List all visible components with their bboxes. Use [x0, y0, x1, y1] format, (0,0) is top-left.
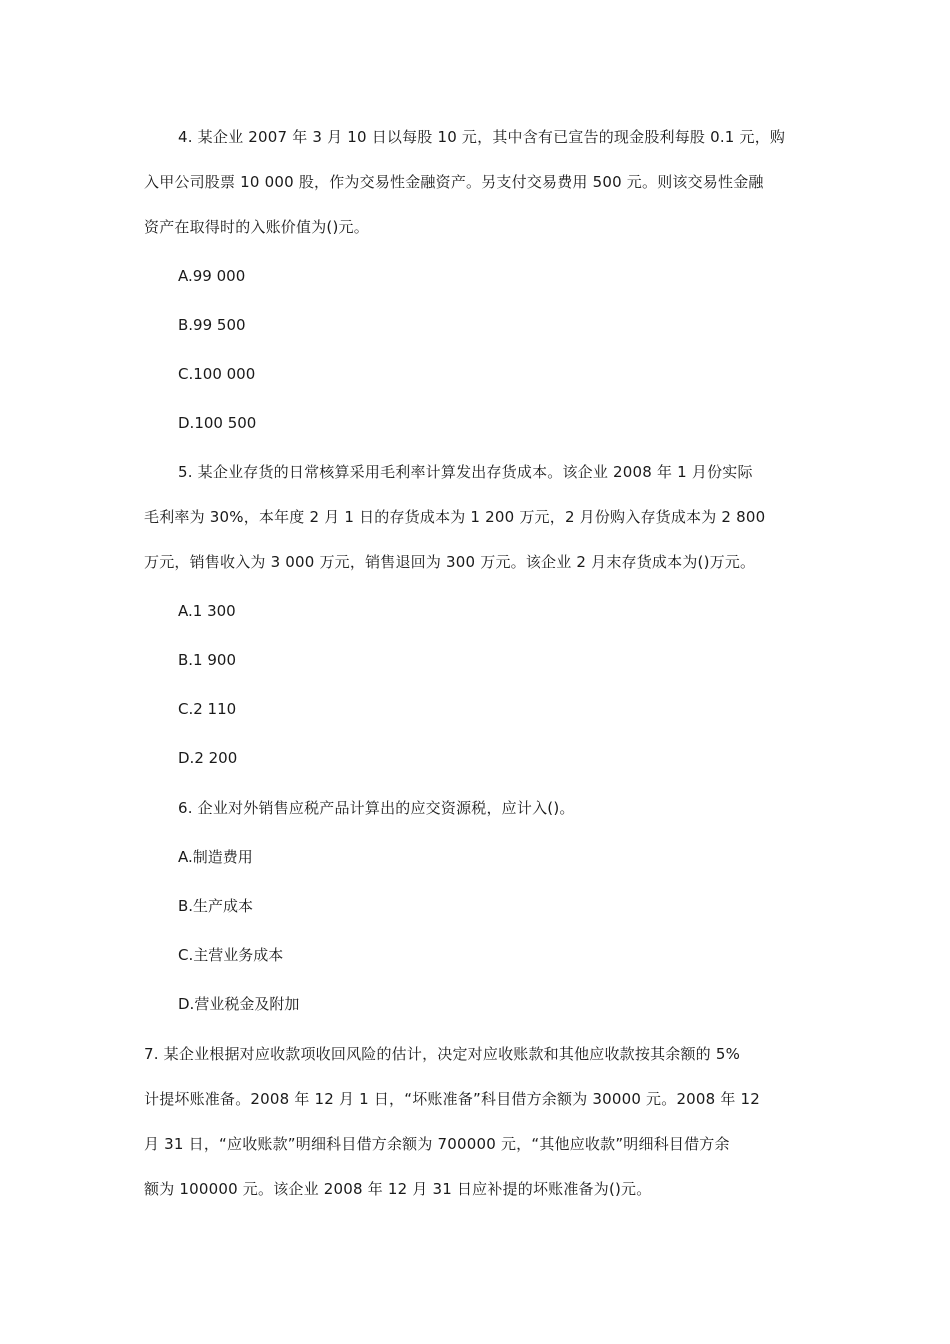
question-4-option-b: B.99 500 — [178, 316, 246, 334]
question-6-option-d: D.营业税金及附加 — [178, 995, 300, 1013]
question-line: 计提坏账准备。2008 年 12 月 1 日，“坏账准备”科目借方余额为 30000 元。2008 年 12 — [144, 1090, 761, 1108]
question-line: 资产在取得时的入账价值为()元。 — [144, 218, 369, 236]
question-line: 万元，销售收入为 3 000 万元，销售退回为 300 万元。该企业 2 月末存货成本为()万元。 — [144, 553, 756, 571]
question-6-option-a: A.制造费用 — [178, 848, 253, 866]
question-5-option-a: A.1 300 — [178, 602, 236, 620]
question-6-option-b: B.生产成本 — [178, 897, 254, 915]
question-line: 5. 某企业存货的日常核算采用毛利率计算发出存货成本。该企业 2008 年 1 月份实际 — [178, 463, 753, 481]
question-line: 7. 某企业根据对应收款项收回风险的估计，决定对应收账款和其他应收款按其余额的 5% — [144, 1045, 741, 1063]
question-6-text — [144, 786, 809, 831]
question-4-option-d: D.100 500 — [178, 414, 257, 432]
question-line: 6. 企业对外销售应税产品计算出的应交资源税，应计入()。 — [178, 799, 575, 817]
question-5-option-c: C.2 110 — [178, 700, 237, 718]
question-line: 毛利率为 30%，本年度 2 月 1 日的存货成本为 1 200 万元，2 月份购入存货成本为 2 800 — [144, 508, 766, 526]
question-6-option-c: C.主营业务成本 — [178, 946, 284, 964]
question-line: 额为 100000 元。该企业 2008 年 12 月 31 日应补提的坏账准备为()元。 — [144, 1180, 652, 1198]
question-line: 月 31 日，“应收账款”明细科目借方余额为 700000 元，“其他应收款”明细科目借方余 — [144, 1135, 730, 1153]
question-5-option-b: B.1 900 — [178, 651, 237, 669]
question-4-option-c: C.100 000 — [178, 365, 256, 383]
question-5-text — [144, 450, 809, 585]
question-4-option-a: A.99 000 — [178, 267, 246, 285]
question-line: 入甲公司股票 10 000 股，作为交易性金融资产。另支付交易费用 500 元。则该交易性金融 — [144, 173, 764, 191]
question-7-text — [144, 1032, 809, 1212]
question-4-text — [144, 115, 809, 250]
question-5-option-d: D.2 200 — [178, 749, 238, 767]
question-line: 4. 某企业 2007 年 3 月 10 日以每股 10 元，其中含有已宣告的现金股利每股 0.1 元，购 — [178, 128, 786, 146]
